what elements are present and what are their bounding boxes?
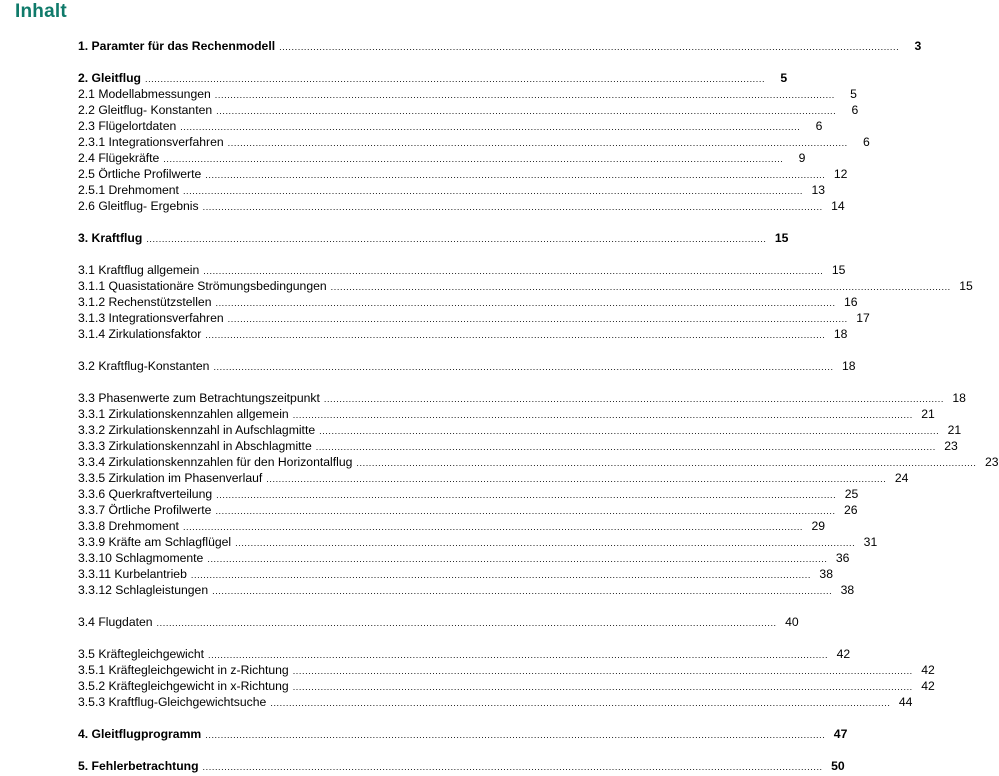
toc-entry[interactable] xyxy=(78,566,833,582)
toc-entry-page-number: 15 xyxy=(959,279,973,293)
toc-entry[interactable] xyxy=(78,406,935,422)
toc-entry-label: 2.1 Modellabmessungen xyxy=(78,87,211,101)
toc-leader-dots: ........................................................................................................................................................................................................ xyxy=(182,186,804,196)
toc-entry[interactable] xyxy=(78,86,857,102)
toc-leader-dots: ........................................................................................................................................................................................................ xyxy=(279,42,900,52)
toc-leader-dots: ........................................................................................................................................................................................................ xyxy=(214,90,835,100)
toc-entry[interactable] xyxy=(78,182,826,198)
toc-entry-page-number: 6 xyxy=(851,103,859,117)
toc-entry-label: 3.3.1 Zirkulationskennzahlen allgemein xyxy=(78,407,289,421)
toc-entry-page-number: 24 xyxy=(894,471,909,485)
toc-entry-page-number: 13 xyxy=(811,183,826,197)
toc-entry-label: 3.3.6 Querkraftverteilung xyxy=(78,487,213,501)
toc-leader-dots: ........................................................................................................................................................................................................ xyxy=(205,730,826,740)
toc-entry-page-number: 18 xyxy=(952,391,966,405)
toc-leader-dots: ........................................................................................................................................................................................................ xyxy=(202,762,823,772)
toc-entry-page-number: 21 xyxy=(921,407,935,421)
toc-entry[interactable] xyxy=(78,486,859,502)
toc-leader-dots: ........................................................................................................................................................................................................ xyxy=(319,426,940,436)
toc-entry[interactable] xyxy=(78,694,913,710)
toc-entry-page-number: 6 xyxy=(815,119,823,133)
toc-entry-page-number: 44 xyxy=(898,695,913,709)
toc-entry[interactable] xyxy=(78,390,966,406)
toc-entry-label: 2.3.1 Integrationsverfahren xyxy=(78,135,224,149)
toc-entry-label: 1. Paramter für das Rechenmodell xyxy=(78,39,276,53)
toc-entry-label: 3.1 Kraftflug allgemein xyxy=(78,263,200,277)
toc-leader-dots: ........................................................................................................................................................................................................ xyxy=(216,106,837,116)
toc-entry-label: 2.4 Flügekräfte xyxy=(78,151,160,165)
toc-entry-label: 3.1.3 Integrationsverfahren xyxy=(78,311,224,325)
toc-leader-dots: ........................................................................................................................................................................................................ xyxy=(216,490,837,500)
toc-leader-dots: ........................................................................................................................................................................................................ xyxy=(315,442,936,452)
toc-entry-label: 2.2 Gleitflug- Konstanten xyxy=(78,103,213,117)
toc-entry[interactable] xyxy=(78,278,973,294)
toc-entry-label: 3.2 Kraftflug-Konstanten xyxy=(78,359,210,373)
toc-entry-page-number: 6 xyxy=(863,135,870,149)
toc-leader-dots: ........................................................................................................................................................................................................ xyxy=(292,410,913,420)
toc-entry-label: 3.1.2 Rechenstützstellen xyxy=(78,295,212,309)
toc-entry-label: 3.3.3 Zirkulationskennzahl in Abschlagmitte xyxy=(78,439,312,453)
toc-leader-dots: ........................................................................................................................................................................................................ xyxy=(182,522,804,532)
toc-entry-page-number: 9 xyxy=(798,151,806,165)
toc-entry-page-number: 31 xyxy=(863,535,878,549)
toc-entry-page-number: 16 xyxy=(844,295,858,309)
toc-entry-page-number: 21 xyxy=(947,423,962,437)
toc-entry-page-number: 18 xyxy=(842,359,856,373)
toc-leader-dots: ........................................................................................................................................................................................................ xyxy=(190,570,811,580)
toc-entry-page-number: 42 xyxy=(921,679,935,693)
toc-leader-dots: ........................................................................................................................................................................................................ xyxy=(205,170,826,180)
toc-entry[interactable] xyxy=(78,358,856,374)
toc-entry[interactable] xyxy=(78,534,878,550)
toc-entry[interactable] xyxy=(78,550,850,566)
toc-leader-dots: ........................................................................................................................................................................................................ xyxy=(292,682,913,692)
toc-leader-dots: ........................................................................................................................................................................................................ xyxy=(202,202,823,212)
toc-entry-label: 2.6 Gleitflug- Ergebnis xyxy=(78,199,199,213)
toc-leader-dots: ........................................................................................................................................................................................................ xyxy=(356,458,977,468)
toc-leader-dots: ........................................................................................................................................................................................................ xyxy=(270,698,891,708)
toc-entry-page-number: 5 xyxy=(850,87,857,101)
toc-entry-label: 3.3.8 Drehmoment xyxy=(78,519,179,533)
toc-entry-label: 3.3.5 Zirkulation im Phasenverlauf xyxy=(78,471,263,485)
toc-entry[interactable] xyxy=(78,262,846,278)
toc-entry-label: 2.3 Flügelortdaten xyxy=(78,119,177,133)
toc-entry-label: 2. Gleitflug xyxy=(78,71,141,85)
toc-entry-label: 3.3.11 Kurbelantrieb xyxy=(78,567,187,581)
toc-entry-page-number: 42 xyxy=(921,663,935,677)
toc-entry[interactable] xyxy=(78,310,870,326)
toc-leader-dots: ........................................................................................................................................................................................................ xyxy=(215,298,836,308)
toc-entry-page-number: 38 xyxy=(840,583,855,597)
toc-leader-dots: ........................................................................................................................................................................................................ xyxy=(208,650,829,660)
toc-leader-dots: ........................................................................................................................................................................................................ xyxy=(227,138,848,148)
toc-entry-page-number: 25 xyxy=(844,487,859,501)
toc-entry-label: 3.3 Phasenwerte zum Betrachtungszeitpunkt xyxy=(78,391,320,405)
toc-entry[interactable] xyxy=(78,662,935,678)
toc-entry-page-number: 18 xyxy=(833,327,848,341)
toc-entry-label: 4. Gleitflugprogramm xyxy=(78,727,202,741)
toc-entry-page-number: 3 xyxy=(914,39,922,53)
toc-entry-label: 3.5 Kräftegleichgewicht xyxy=(78,647,205,661)
toc-leader-dots: ........................................................................................................................................................................................................ xyxy=(144,74,766,84)
toc-leader-dots: ........................................................................................................................................................................................................ xyxy=(227,314,848,324)
toc-entry[interactable] xyxy=(78,726,848,742)
toc-entry[interactable] xyxy=(78,326,848,342)
toc-entry-page-number: 42 xyxy=(836,647,851,661)
toc-entry-page-number: 40 xyxy=(785,615,799,629)
toc-entry-label: 2.5.1 Drehmoment xyxy=(78,183,179,197)
toc-entry[interactable] xyxy=(78,758,845,774)
toc-entry-page-number: 15 xyxy=(774,231,789,245)
toc-entry-page-number: 23 xyxy=(944,439,958,453)
toc-entry[interactable] xyxy=(78,230,789,246)
toc-leader-dots: ........................................................................................................................................................................................................ xyxy=(203,266,824,276)
toc-entry-label: 3.5.1 Kräftegleichgewicht in z-Richtung xyxy=(78,663,289,677)
toc-entry[interactable] xyxy=(78,134,870,150)
toc-entry[interactable] xyxy=(78,150,806,166)
toc-leader-dots: ........................................................................................................................................................................................................ xyxy=(292,666,913,676)
toc-leader-dots: ........................................................................................................................................................................................................ xyxy=(146,234,767,244)
toc-leader-dots: ........................................................................................................................................................................................................ xyxy=(213,362,834,372)
toc-leader-dots: ........................................................................................................................................................................................................ xyxy=(180,122,801,132)
toc-entry[interactable] xyxy=(78,518,826,534)
toc-entry-label: 3. Kraftflug xyxy=(78,231,143,245)
toc-leader-dots: ........................................................................................................................................................................................................ xyxy=(266,474,887,484)
toc-entry[interactable] xyxy=(78,470,909,486)
toc-entry[interactable] xyxy=(78,70,788,86)
toc-leader-dots: ........................................................................................................................................................................................................ xyxy=(205,330,826,340)
toc-entry-label: 3.4 Flugdaten xyxy=(78,615,153,629)
toc-entry-page-number: 38 xyxy=(819,567,833,581)
toc-entry[interactable] xyxy=(78,582,855,598)
toc-entry-page-number: 23 xyxy=(984,455,999,469)
toc-entry[interactable] xyxy=(78,678,935,694)
toc-leader-dots: ........................................................................................................................................................................................................ xyxy=(156,618,777,628)
toc-entry[interactable] xyxy=(78,614,799,630)
toc-entry-label: 5. Fehlerbetrachtung xyxy=(78,759,199,773)
toc-entry[interactable] xyxy=(78,646,851,662)
toc-entry-page-number: 47 xyxy=(833,727,848,741)
toc-entry[interactable] xyxy=(78,38,922,54)
toc-entry-page-number: 14 xyxy=(831,199,845,213)
toc-leader-dots: ........................................................................................................................................................................................................ xyxy=(163,154,784,164)
toc-entry-label: 3.1.1 Quasistationäre Strömungsbedingungen xyxy=(78,279,327,293)
toc-leader-dots: ........................................................................................................................................................................................................ xyxy=(330,282,951,292)
toc-entry-page-number: 29 xyxy=(811,519,826,533)
toc-entry-label: 3.5.3 Kraftflug-Gleichgewichtsuche xyxy=(78,695,267,709)
toc-entry[interactable] xyxy=(78,502,858,518)
toc-entry[interactable] xyxy=(78,454,999,470)
toc-entry-label: 3.3.2 Zirkulationskennzahl in Aufschlagmitte xyxy=(78,423,316,437)
page-title: Inhalt xyxy=(15,1,67,22)
toc-entry-page-number: 17 xyxy=(856,311,870,325)
toc-entry-page-number: 15 xyxy=(831,263,846,277)
toc-entry-page-number: 36 xyxy=(835,551,850,565)
toc-entry[interactable] xyxy=(78,166,848,182)
toc-entry-page-number: 12 xyxy=(833,167,848,181)
toc-entry-label: 3.3.7 Örtliche Profilwerte xyxy=(78,503,212,517)
toc-entry-page-number: 5 xyxy=(780,71,788,85)
toc-leader-dots: ........................................................................................................................................................................................................ xyxy=(215,506,836,516)
toc-leader-dots: ........................................................................................................................................................................................................ xyxy=(235,538,856,548)
toc-entry-label: 2.5 Örtliche Profilwerte xyxy=(78,167,202,181)
toc-leader-dots: ........................................................................................................................................................................................................ xyxy=(207,554,828,564)
toc-entry[interactable] xyxy=(78,294,858,310)
toc-entry[interactable] xyxy=(78,102,859,118)
toc-entry[interactable] xyxy=(78,118,823,134)
toc-entry-label: 3.1.4 Zirkulationsfaktor xyxy=(78,327,202,341)
toc-entry[interactable] xyxy=(78,198,845,214)
toc-entry-label: 3.3.9 Kräfte am Schlagflügel xyxy=(78,535,232,549)
toc-leader-dots: ........................................................................................................................................................................................................ xyxy=(212,586,833,596)
toc-entry-label: 3.3.4 Zirkulationskennzahlen für den Horizontalflug xyxy=(78,455,353,469)
toc-leader-dots: ........................................................................................................................................................................................................ xyxy=(323,394,944,404)
table-of-contents xyxy=(78,38,999,774)
toc-entry[interactable] xyxy=(78,422,962,438)
toc-entry[interactable] xyxy=(78,438,958,454)
toc-entry-page-number: 50 xyxy=(831,759,845,773)
toc-entry-label: 3.5.2 Kräftegleichgewicht in x-Richtung xyxy=(78,679,289,693)
toc-entry-label: 3.3.12 Schlagleistungen xyxy=(78,583,209,597)
toc-entry-label: 3.3.10 Schlagmomente xyxy=(78,551,204,565)
toc-entry-page-number: 26 xyxy=(844,503,858,517)
